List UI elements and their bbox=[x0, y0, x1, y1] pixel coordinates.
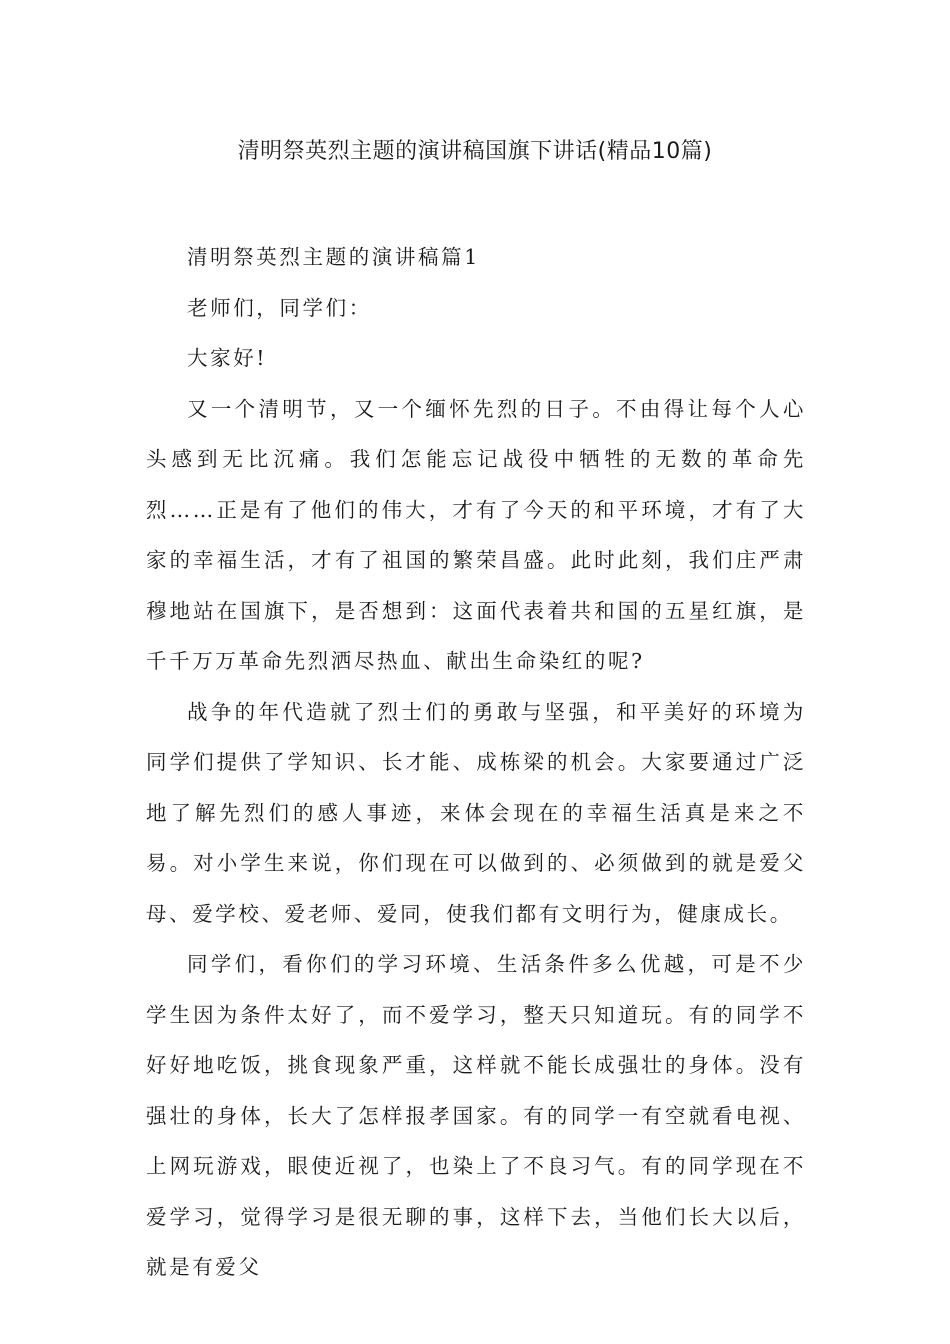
paragraph: 战争的年代造就了烈士们的勇敢与坚强，和平美好的环境为同学们提供了学知识、长才能、成栋梁的机会。大家要通过广泛地了解先烈们的感人事迹，来体会现在的幸福生活真是来之不易。对小学生来说，你们现在可以做到的、必须做到的就是爱父母、爱学校、爱老师、爱同，使我们都有文明行为，健康成长。 bbox=[146, 699, 806, 926]
document-body bbox=[146, 232, 806, 1293]
paragraph: 同学们，看你们的学习环境、生活条件多么优越，可是不少学生因为条件太好了，而不爱学习，整天只知道玩。有的同学不好好地吃饭，挑食现象严重，这样就不能长成强壮的身体。没有强壮的身体，长大了怎样报孝国家。有的同学一有空就看电视、上网玩游戏，眼使近视了，也染上了不良习气。有的同学现在不爱学习，觉得学习是很无聊的事，这样下去，当他们长大以后，就是有爱父 bbox=[146, 952, 806, 1279]
document-title: 清明祭英烈主题的演讲稿国旗下讲话(精品10篇) bbox=[237, 139, 713, 164]
paragraph: 又一个清明节，又一个缅怀先烈的日子。不由得让每个人心头感到无比沉痛。我们怎能忘记战役中牺牲的无数的革命先烈……正是有了他们的伟大，才有了今天的和平环境，才有了大家的幸福生活，才有了祖国的繁荣昌盛。此时此刻，我们庄严肃穆地站在国旗下，是否想到：这面代表着共和国的五星红旗，是千千万万革命先烈洒尽热血、献出生命染红的呢? bbox=[146, 396, 806, 673]
salutation: 老师们，同学们： bbox=[187, 295, 372, 320]
section-heading: 清明祭英烈主题的演讲稿篇1 bbox=[187, 245, 480, 269]
greeting: 大家好! bbox=[187, 346, 268, 370]
